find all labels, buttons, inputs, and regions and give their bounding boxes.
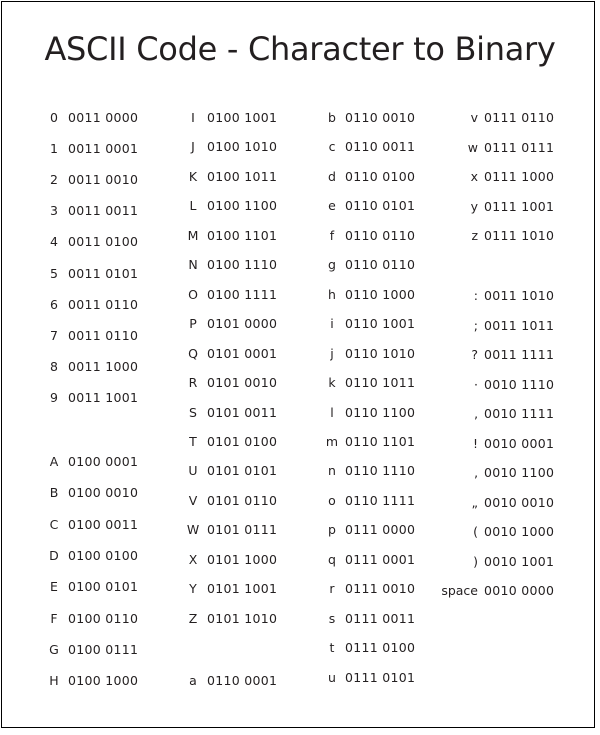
character-label: 8: [50, 358, 58, 374]
character-label: u: [328, 669, 336, 685]
character-label: M: [187, 227, 199, 243]
character-label: n: [328, 463, 336, 479]
binary-value: 0111 0101: [345, 669, 416, 685]
character-label: v: [470, 110, 478, 125]
table-entry: [0, 197, 600, 217]
binary-value: 0011 0001: [68, 141, 139, 157]
binary-value: 0110 0110: [345, 257, 416, 273]
binary-value: 0011 1000: [68, 358, 139, 374]
character-label: A: [49, 454, 59, 469]
character-label: m: [325, 433, 339, 449]
character-label: S: [189, 404, 197, 420]
binary-value: 0110 1111: [345, 492, 416, 508]
character-label: 1: [50, 141, 58, 157]
binary-value: 0011 0011: [68, 203, 139, 219]
character-label: U: [188, 463, 198, 479]
binary-value: 0101 1000: [207, 551, 278, 567]
character-label: Y: [189, 581, 197, 597]
binary-value: 0010 1001: [484, 553, 555, 569]
character-label: r: [329, 581, 335, 597]
character-label: b: [328, 110, 336, 125]
binary-value: 0111 0111: [484, 139, 555, 155]
binary-value: 0101 0110: [207, 492, 278, 508]
binary-value: 0011 1111: [484, 347, 555, 362]
table-entry: [0, 609, 600, 629]
table-entry: [0, 255, 600, 275]
character-label: ·: [474, 376, 478, 392]
character-label: 3: [50, 203, 58, 219]
binary-value: 0110 0101: [345, 198, 416, 214]
binary-value: 0100 1010: [207, 139, 278, 155]
character-label: w: [467, 139, 478, 155]
binary-value: 0101 0001: [207, 345, 278, 361]
binary-value: 0111 0001: [345, 551, 416, 567]
character-label: T: [189, 433, 197, 449]
character-label: V: [188, 492, 198, 508]
character-label: i: [330, 316, 334, 332]
table-entry: [0, 375, 600, 395]
binary-value: 0111 0011: [345, 610, 416, 626]
character-label: C: [49, 516, 59, 532]
character-label: o: [328, 492, 336, 508]
character-label: W: [186, 522, 200, 538]
character-label: x: [470, 169, 478, 184]
character-label: 5: [50, 265, 58, 281]
binary-value: 0011 0110: [68, 327, 139, 343]
binary-value: 0111 1001: [484, 198, 555, 214]
binary-value: 0110 1010: [345, 345, 416, 361]
character-label: R: [188, 375, 198, 391]
character-label: :: [473, 288, 478, 303]
character-label: 0: [50, 110, 58, 125]
binary-value: 0110 1001: [345, 316, 416, 332]
binary-value: 0010 1111: [484, 406, 555, 421]
character-label: X: [188, 551, 198, 567]
table-entry: [0, 286, 600, 306]
table-entry: [0, 493, 600, 513]
binary-value: 0100 1111: [207, 286, 278, 302]
character-label: O: [188, 286, 198, 302]
character-label: Z: [188, 610, 198, 626]
character-label: t: [329, 640, 335, 656]
binary-value: 0110 1110: [345, 463, 416, 479]
binary-value: 0010 0010: [484, 494, 555, 510]
character-label: (: [473, 524, 478, 539]
binary-value: 0111 0000: [345, 522, 416, 538]
character-label: ‚: [474, 406, 478, 421]
binary-value: 0101 0111: [207, 522, 278, 538]
character-label: 9: [50, 389, 58, 405]
binary-value: 0100 1110: [207, 257, 278, 273]
binary-value: 0010 0000: [484, 583, 555, 598]
character-label: 2: [50, 172, 58, 188]
character-label: !: [472, 435, 478, 451]
character-label: ;: [473, 317, 478, 333]
binary-value: 0100 0010: [68, 485, 139, 501]
table-entry: [0, 226, 600, 246]
character-label: l: [330, 404, 334, 420]
character-label: a: [189, 673, 197, 688]
character-label: P: [189, 316, 197, 332]
character-label: I: [191, 110, 195, 125]
character-label: p: [328, 522, 336, 538]
binary-value: 0011 0110: [68, 296, 139, 312]
character-label: space: [441, 583, 478, 598]
character-label: 7: [50, 327, 58, 343]
character-label: e: [328, 198, 336, 214]
table-entry: [0, 316, 600, 336]
binary-value: 0010 1000: [484, 524, 555, 539]
binary-value: 0110 0100: [345, 168, 416, 184]
binary-value: 0100 1101: [207, 227, 278, 243]
binary-value: 0101 0011: [207, 404, 278, 420]
binary-value: 0111 0100: [345, 640, 416, 656]
binary-value: 0111 1000: [484, 169, 555, 184]
character-label: ?: [471, 347, 478, 362]
character-label: N: [188, 257, 198, 273]
character-label: z: [471, 228, 478, 243]
binary-value: 0101 0010: [207, 375, 278, 391]
binary-value: 0101 0101: [207, 463, 278, 479]
binary-value: 0110 0011: [345, 139, 416, 155]
character-label: „: [471, 494, 478, 510]
character-label: f: [329, 227, 335, 243]
character-label: 6: [50, 296, 58, 312]
table-entry: [0, 463, 600, 483]
binary-value: 0101 1010: [207, 610, 278, 626]
binary-value: 0100 1000: [68, 673, 139, 689]
character-label: k: [328, 375, 336, 391]
table-entry: [0, 552, 600, 572]
binary-value: 0011 0010: [68, 172, 139, 188]
character-label: s: [328, 610, 336, 626]
binary-value: 0010 0001: [484, 435, 555, 451]
binary-value: 0011 0101: [68, 265, 139, 281]
binary-value: 0100 0100: [68, 547, 139, 563]
table-entry: [0, 522, 600, 542]
binary-value: 0100 1011: [207, 168, 278, 184]
character-label: c: [328, 139, 336, 155]
table-entry: [0, 108, 600, 128]
binary-value: 0110 1000: [345, 286, 416, 302]
binary-value: 0011 0000: [68, 110, 139, 125]
binary-value: 0011 1010: [484, 288, 555, 303]
character-label: E: [50, 579, 58, 595]
table-entry: [0, 404, 600, 424]
binary-value: 0010 1100: [484, 465, 555, 480]
binary-value: 0110 0001: [207, 673, 278, 688]
character-label: q: [328, 551, 336, 567]
binary-value: 0100 0001: [68, 454, 139, 469]
character-label: L: [189, 198, 197, 214]
character-label: d: [328, 168, 336, 184]
binary-value: 0101 0100: [207, 433, 278, 449]
table-entry: [0, 138, 600, 158]
binary-value: 0100 1100: [207, 198, 278, 214]
binary-value: 0110 0010: [345, 110, 416, 125]
table-entry: [0, 668, 600, 688]
character-label: 4: [50, 234, 58, 250]
character-label: g: [328, 257, 336, 273]
binary-value: 0101 1001: [207, 581, 278, 597]
character-label: j: [330, 345, 334, 361]
binary-value: 0111 0010: [345, 581, 416, 597]
character-label: h: [328, 286, 336, 302]
character-label: F: [50, 610, 58, 626]
table-entry: [0, 167, 600, 187]
character-label: D: [49, 547, 59, 563]
binary-value: 0101 0000: [207, 316, 278, 332]
table-entry: [0, 434, 600, 454]
character-label: y: [470, 198, 478, 214]
binary-value: 0100 0111: [68, 641, 139, 657]
binary-value: 0110 1100: [345, 404, 416, 420]
binary-value: 0100 0101: [68, 579, 139, 595]
binary-value: 0100 0110: [68, 610, 139, 626]
table-entry: [0, 345, 600, 365]
binary-value: 0111 1010: [484, 228, 555, 243]
character-label: ): [473, 553, 478, 569]
character-label: J: [191, 139, 195, 155]
binary-value: 0110 1011: [345, 375, 416, 391]
character-label: K: [188, 168, 198, 184]
table-entry: [0, 638, 600, 658]
binary-value: 0011 1001: [68, 389, 139, 405]
binary-value: 0011 0100: [68, 234, 139, 250]
character-label: G: [49, 641, 59, 657]
character-label: H: [49, 673, 59, 689]
page-title: ASCII Code - Character to Binary: [44, 30, 556, 68]
table-entry: [0, 581, 600, 601]
binary-value: 0011 1011: [484, 317, 555, 333]
binary-value: 0100 1001: [207, 110, 278, 125]
character-label: ‚: [474, 465, 478, 480]
binary-value: 0110 0110: [345, 227, 416, 243]
binary-value: 0110 1101: [345, 433, 416, 449]
binary-value: 0111 0110: [484, 110, 555, 125]
character-label: Q: [188, 345, 198, 361]
binary-value: 0100 0011: [68, 516, 139, 532]
character-label: B: [49, 485, 59, 501]
binary-value: 0010 1110: [484, 376, 555, 392]
